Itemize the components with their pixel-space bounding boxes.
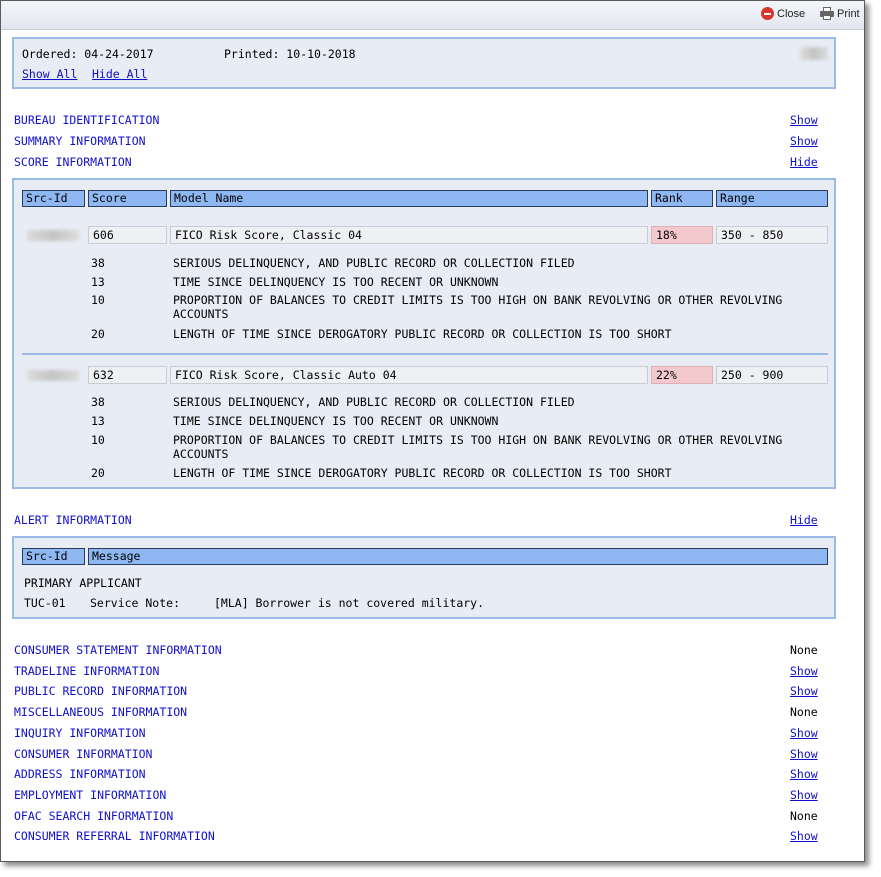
score-src-id bbox=[22, 366, 85, 384]
printer-icon bbox=[820, 7, 834, 20]
col-header-range: Range bbox=[716, 190, 828, 207]
reason-code: 20 bbox=[91, 466, 105, 480]
redacted-src-id bbox=[27, 370, 79, 381]
inquiry-toggle[interactable]: Show bbox=[790, 726, 818, 740]
reason-code: 13 bbox=[91, 414, 105, 428]
score-divider bbox=[22, 353, 828, 355]
reason-code: 13 bbox=[91, 275, 105, 289]
reason-text: LENGTH OF TIME SINCE DEROGATORY PUBLIC RECORD OR COLLECTION IS TOO SHORT bbox=[173, 466, 672, 480]
alert-applicant: PRIMARY APPLICANT bbox=[24, 576, 142, 590]
reason-text: SERIOUS DELINQUENCY, AND PUBLIC RECORD OR COLLECTION FILED bbox=[173, 256, 575, 270]
section-consumer-statement[interactable]: CONSUMER STATEMENT INFORMATION bbox=[14, 643, 222, 657]
reason-code: 10 bbox=[91, 433, 105, 447]
reason-code: 38 bbox=[91, 256, 105, 270]
section-address[interactable]: ADDRESS INFORMATION bbox=[14, 767, 146, 781]
section-employment[interactable]: EMPLOYMENT INFORMATION bbox=[14, 788, 167, 802]
public-record-toggle[interactable]: Show bbox=[790, 684, 818, 698]
col-header-rank: Rank bbox=[651, 190, 713, 207]
reason-text: SERIOUS DELINQUENCY, AND PUBLIC RECORD OR COLLECTION FILED bbox=[173, 395, 575, 409]
redacted-id bbox=[800, 47, 828, 60]
section-public-record[interactable]: PUBLIC RECORD INFORMATION bbox=[14, 684, 188, 698]
close-icon bbox=[761, 7, 774, 20]
alert-note-text: [MLA] Borrower is not covered military. bbox=[214, 596, 485, 610]
summary-information-toggle[interactable]: Show bbox=[790, 134, 818, 148]
reason-text: TIME SINCE DELINQUENCY IS TOO RECENT OR UNKNOWN bbox=[173, 275, 499, 289]
section-inquiry[interactable]: INQUIRY INFORMATION bbox=[14, 726, 146, 740]
section-summary-information[interactable]: SUMMARY INFORMATION bbox=[14, 134, 146, 148]
close-label: Close bbox=[777, 7, 806, 20]
alert-src-id: TUC-01 bbox=[24, 596, 66, 610]
score-rank: 18% bbox=[651, 226, 713, 244]
score-range: 350 - 850 bbox=[716, 226, 828, 244]
print-button[interactable] bbox=[820, 7, 860, 20]
ofac-search-status: None bbox=[790, 809, 818, 823]
reason-text: PROPORTION OF BALANCES TO CREDIT LIMITS IS TOO HIGH ON BANK REVOLVING OR OTHER REVOLVING ACCOUNTS bbox=[173, 433, 783, 461]
reason-code: 10 bbox=[91, 293, 105, 307]
toolbar bbox=[1, 1, 864, 30]
col-header-message: Message bbox=[88, 548, 828, 565]
score-information-box bbox=[12, 178, 836, 489]
section-score-information[interactable]: SCORE INFORMATION bbox=[14, 155, 132, 169]
address-toggle[interactable]: Show bbox=[790, 767, 818, 781]
bureau-identification-toggle[interactable]: Show bbox=[790, 113, 818, 127]
reason-text: TIME SINCE DELINQUENCY IS TOO RECENT OR UNKNOWN bbox=[173, 414, 499, 428]
reason-text: LENGTH OF TIME SINCE DEROGATORY PUBLIC RECORD OR COLLECTION IS TOO SHORT bbox=[173, 327, 672, 341]
reason-code: 38 bbox=[91, 395, 105, 409]
score-rank: 22% bbox=[651, 366, 713, 384]
col-header-src-id: Src-Id bbox=[22, 190, 85, 207]
redacted-src-id bbox=[27, 230, 79, 241]
col-header-model-name: Model Name bbox=[170, 190, 648, 207]
section-bureau-identification[interactable]: BUREAU IDENTIFICATION bbox=[14, 113, 160, 127]
score-range: 250 - 900 bbox=[716, 366, 828, 384]
score-value: 632 bbox=[88, 366, 167, 384]
report-header-box bbox=[12, 37, 836, 89]
section-consumer-referral[interactable]: CONSUMER REFERRAL INFORMATION bbox=[14, 829, 215, 843]
printed-date: Printed: 10-10-2018 bbox=[224, 47, 356, 61]
section-alert-information[interactable]: ALERT INFORMATION bbox=[14, 513, 132, 527]
show-all-link[interactable]: Show All bbox=[22, 67, 78, 81]
col-header-src-id: Src-Id bbox=[22, 548, 85, 565]
alert-note-label: Service Note: bbox=[90, 596, 181, 610]
section-tradeline[interactable]: TRADELINE INFORMATION bbox=[14, 664, 160, 678]
reason-text: PROPORTION OF BALANCES TO CREDIT LIMITS IS TOO HIGH ON BANK REVOLVING OR OTHER REVOLVING ACCOUNTS bbox=[173, 293, 783, 321]
alert-information-box bbox=[12, 536, 836, 619]
hide-all-link[interactable]: Hide All bbox=[92, 67, 148, 81]
employment-toggle[interactable]: Show bbox=[790, 788, 818, 802]
reason-code: 20 bbox=[91, 327, 105, 341]
consumer-referral-toggle[interactable]: Show bbox=[790, 829, 818, 843]
score-model-name: FICO Risk Score, Classic 04 bbox=[170, 226, 648, 244]
score-information-toggle[interactable]: Hide bbox=[790, 155, 818, 169]
tradeline-toggle[interactable]: Show bbox=[790, 664, 818, 678]
consumer-statement-status: None bbox=[790, 643, 818, 657]
alert-information-toggle[interactable]: Hide bbox=[790, 513, 818, 527]
ordered-date: Ordered: 04-24-2017 bbox=[22, 47, 154, 61]
section-consumer[interactable]: CONSUMER INFORMATION bbox=[14, 747, 153, 761]
col-header-score: Score bbox=[88, 190, 167, 207]
score-model-name: FICO Risk Score, Classic Auto 04 bbox=[170, 366, 648, 384]
miscellaneous-status: None bbox=[790, 705, 818, 719]
score-src-id bbox=[22, 226, 85, 244]
section-ofac-search[interactable]: OFAC SEARCH INFORMATION bbox=[14, 809, 174, 823]
print-label: Print bbox=[837, 7, 860, 20]
consumer-toggle[interactable]: Show bbox=[790, 747, 818, 761]
section-miscellaneous[interactable]: MISCELLANEOUS INFORMATION bbox=[14, 705, 188, 719]
score-value: 606 bbox=[88, 226, 167, 244]
close-button[interactable] bbox=[761, 7, 805, 20]
